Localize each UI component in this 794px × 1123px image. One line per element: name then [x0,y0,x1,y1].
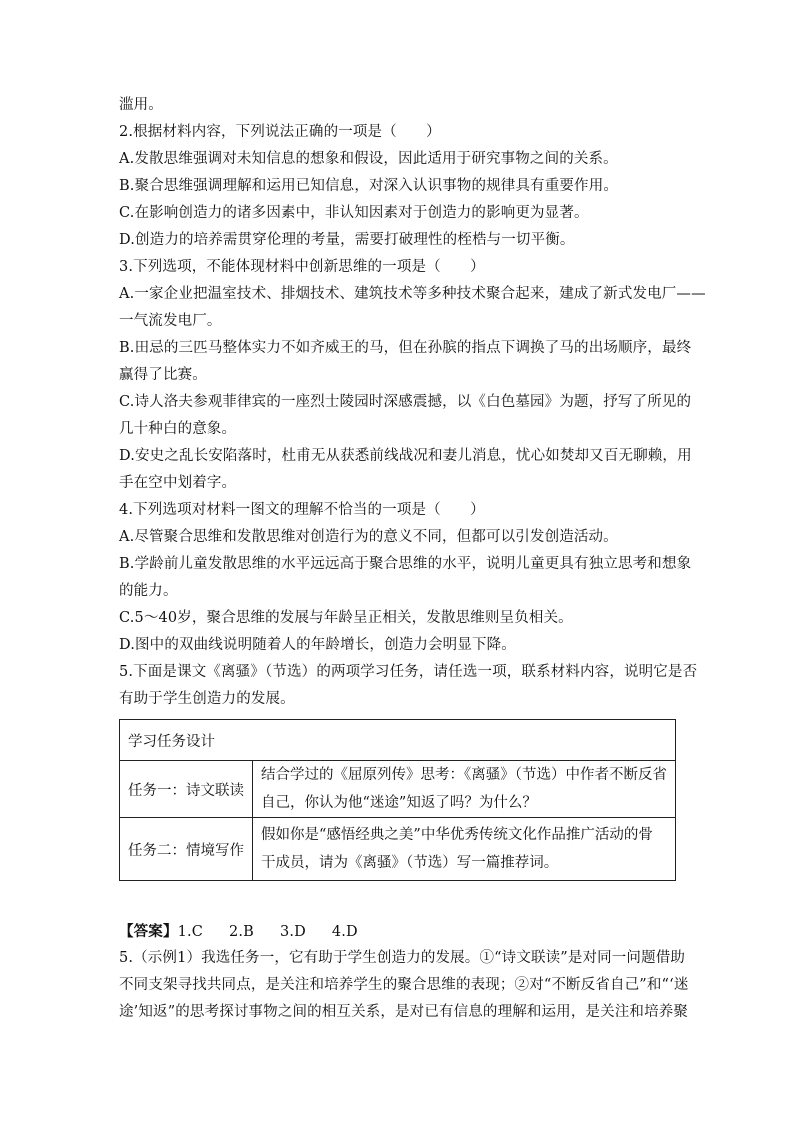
answer-item: 3.D [279,924,306,940]
text-line: 赢得了比赛。 [119,367,207,383]
table-row [120,761,676,818]
question-4-option-a: A.尽管聚合思维和发散思维对创造行为的意义不同，但都可以引发创造活动。 [119,529,618,545]
text-line: 手在空中划着字。 [119,475,237,491]
question-text [119,92,706,713]
text-line: 的能力。 [119,583,178,599]
question-4-option-c: C.5～40岁，聚合思维的发展与年龄呈正相关，发散思维则呈负相关。 [119,610,573,626]
question-3-stem: 3.下列选项，不能体现材料中创新思维的一项是（ ） [119,259,485,275]
answer-text-line: 5.（示例1）我选任务一，它有助于学生创造力的发展。①“诗文联读”是对同一问题借助 [119,950,686,966]
question-5-stem: 5.下面是课文《离骚》（节选）的两项学习任务，请任选一项，联系材料内容，说明它是否 [119,664,698,680]
question-2-option-a: A.发散思维强调对未知信息的想象和假设，因此适用于研究事物之间的关系。 [119,151,618,167]
text-line: 一气流发电厂。 [119,313,222,329]
learning-task-table [119,719,676,881]
table-header: 学习任务设计 [120,720,676,761]
question-4-option-b: B.学龄前儿童发散思维的水平远远高于聚合思维的水平，说明儿童更具有独立思考和想象 [119,556,692,572]
question-3-option-b: B.田忌的三匹马整体实力不如齐威王的马，但在孙膑的指点下调换了马的出场顺序，最终 [119,340,692,356]
question-2-option-b: B.聚合思维强调理解和运用已知信息，对深入认识事物的规律具有重要作用。 [119,178,619,194]
table-row [120,818,676,881]
question-2-stem: 2.根据材料内容，下列说法正确的一项是（ ） [119,124,441,140]
answer-key-line [119,918,679,945]
question-3-option-a: A.一家企业把温室技术、排烟技术、建筑技术等多种技术聚合起来，建成了新式发电厂—— [119,286,706,302]
answer-item: 4.D [331,924,358,940]
task-description: 假如你是“感悟经典之美”中华优秀传统文化作品推广活动的骨干成员，请为《离骚》（节选）写一篇推荐词。 [253,818,676,881]
question-2-option-c: C.在影响创造力的诸多因素中，非认知因素对于创造力的影响更为显著。 [119,205,589,221]
text-line: 有助于学生创造力的发展。 [119,691,295,707]
question-3-option-c: C.诗人洛夫参观菲律宾的一座烈士陵园时深感震撼，以《白色墓园》为题，抒写了所见的 [119,394,692,410]
task-description: 结合学过的《屈原列传》思考：《离骚》（节选）中作者不断反省自己，你认为他“迷途”知返了吗？为什么？ [253,761,676,818]
question-3-option-d: D.安史之乱长安陷落时，杜甫无从获悉前线战况和妻儿消息，忧心如焚却又百无聊赖，用 [119,448,692,464]
answer-item: 2.B [229,924,254,940]
task-label: 任务二：情境写作 [120,818,253,881]
answer-item: 1.C [177,924,203,940]
answer-text-line: 途’知返”的思考探讨事物之间的相互关系，是对已有信息的理解和运用，是关注和培养聚 [119,1004,689,1020]
question-4-stem: 4.下列选项对材料一图文的理解不恰当的一项是（ ） [119,502,485,518]
text-line: 几十种白的意象。 [119,421,237,437]
task-label: 任务一：诗文联读 [120,761,253,818]
question-2-option-d: D.创造力的培养需贯穿伦理的考量，需要打破理性的桎梏与一切平衡。 [119,232,575,248]
answer-label: 【答案】 [119,923,178,940]
answer-text-line: 不同支架寻找共同点，是关注和培养学生的聚合思维的表现；②对“不断反省自己”和“‘迷 [119,977,689,993]
question-4-option-d: D.图中的双曲线说明随着人的年龄增长，创造力会明显下降。 [119,637,516,653]
text-line: 滥用。 [119,97,163,113]
answer-section [119,918,689,1026]
